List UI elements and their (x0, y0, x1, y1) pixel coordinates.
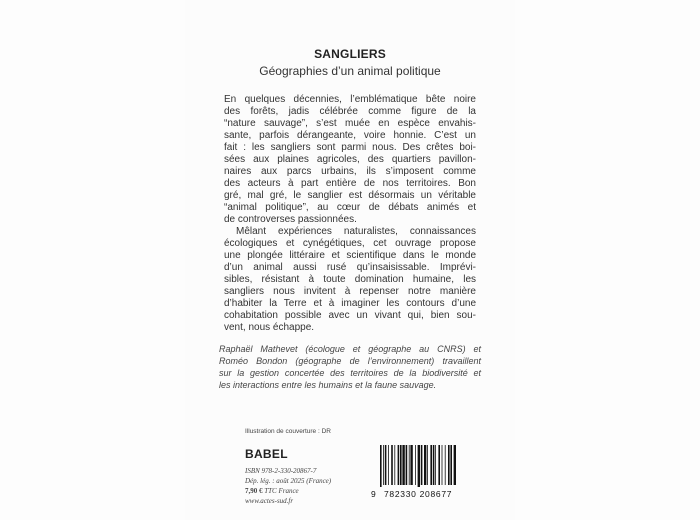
barcode-bar (450, 445, 452, 485)
barcode-bar (410, 445, 412, 485)
barcode-bar (427, 445, 428, 485)
barcode-bar (383, 445, 384, 485)
blurb-line: sibles, résistant à toute domination humaine, les (224, 274, 476, 285)
blurb-line: “nature sauvage”, s’est muée en espèce envahis- (224, 118, 476, 129)
blurb-line: d’habiter la Terre et à imaginer les contours d’une (224, 298, 476, 309)
blurb-line: En quelques décennies, l’emblématique bête noire (224, 94, 476, 105)
barcode-bar (421, 445, 423, 485)
barcode-first-digit: 9 (371, 489, 376, 499)
price-suffix: TTC France (262, 487, 299, 495)
barcode-bar (454, 445, 456, 485)
barcode-bar (415, 445, 416, 485)
author-bio-line: les interactions entre les humains et la faune sauvage. (219, 380, 437, 390)
blurb-line: gré, mal gré, le sanglier est désormais un véritable (224, 190, 476, 201)
blurb-line: sangliers nous invitent à repenser notre manière (224, 286, 476, 297)
barcode-bar (438, 445, 440, 485)
author-bio-line: Roméo Bondon (géographe de l’environnement) travaillent (219, 356, 481, 366)
blurb-line: des forêts, jadis célébrée comme figure de la (224, 106, 476, 117)
blurb-text (224, 94, 476, 334)
barcode-bar (442, 445, 443, 485)
book-title: SANGLIERS (314, 47, 386, 61)
barcode-bar (398, 445, 400, 485)
blurb-line: de controverses passionnées. (224, 214, 357, 225)
barcode-bar (409, 445, 410, 485)
barcode-bar (424, 445, 426, 485)
book-subtitle: Géographies d’un animal politique (259, 64, 441, 78)
price: 7,90 € (245, 487, 263, 495)
blurb-line: vent, nous échappe. (224, 322, 315, 333)
barcode-bar (435, 445, 436, 485)
blurb-line: sante, parfois dérangeante, voire honnie. C’est un (224, 130, 476, 141)
publisher-logo: BABEL (245, 447, 288, 461)
price-line (245, 486, 365, 496)
colophon (245, 466, 365, 506)
legal-deposit: Dép. lég. : août 2025 (France) (245, 477, 332, 485)
barcode-bar (448, 445, 450, 485)
barcode-digits: 782330 208677 (384, 489, 453, 499)
barcode-bar (380, 445, 382, 487)
barcode (380, 445, 458, 487)
barcode-bar (391, 445, 393, 485)
blurb-line: Mêlant expériences naturalistes, connaissances (236, 226, 476, 237)
barcode-bars (380, 445, 458, 487)
barcode-bar (400, 445, 402, 485)
blurb-line: cohabitation possible avec un vivant qui, bien sou- (224, 310, 476, 321)
barcode-bar (385, 445, 387, 485)
barcode-bar (388, 445, 389, 485)
blurb-line: sées aux plaines agricoles, des quartiers pavillon- (224, 154, 476, 165)
author-bio (219, 343, 481, 391)
barcode-bar (406, 445, 408, 485)
barcode-bar (445, 445, 446, 485)
author-bio-line: sur la gestion concertée des territoires de la biodiversité et (219, 368, 481, 378)
blurb-line: des acteurs à part entière de nos territoires. Bon (224, 178, 476, 189)
blurb-line: “animal politique”, au cœur de débats animés et (224, 202, 476, 213)
illustration-credit: Illustration de couverture : DR (245, 428, 331, 435)
blurb-line: naires aux parcs urbains, ils s’imposent comme (224, 166, 476, 177)
blurb-line: écologiques et cynégétiques, cet ouvrage propose (224, 238, 476, 249)
barcode-bar (430, 445, 432, 485)
barcode-bar (418, 445, 420, 487)
barcode-bar (402, 445, 404, 485)
website: www.actes-sud.fr (245, 497, 294, 505)
blurb-line: d’un animal aussi rusé qu’insaisissable. Imprévi- (224, 262, 476, 273)
isbn: ISBN 978-2-330-20867-7 (245, 467, 317, 475)
blurb-line: fait : les sangliers sont parmi nous. Des crêtes boi- (224, 142, 476, 153)
barcode-bar (433, 445, 435, 485)
barcode-bar (394, 445, 395, 485)
author-bio-line: Raphaël Mathevet (écologue et géographe au CNRS) et (219, 344, 481, 354)
blurb-line: une plongée littéraire et scientifique dans le monde (224, 250, 476, 261)
